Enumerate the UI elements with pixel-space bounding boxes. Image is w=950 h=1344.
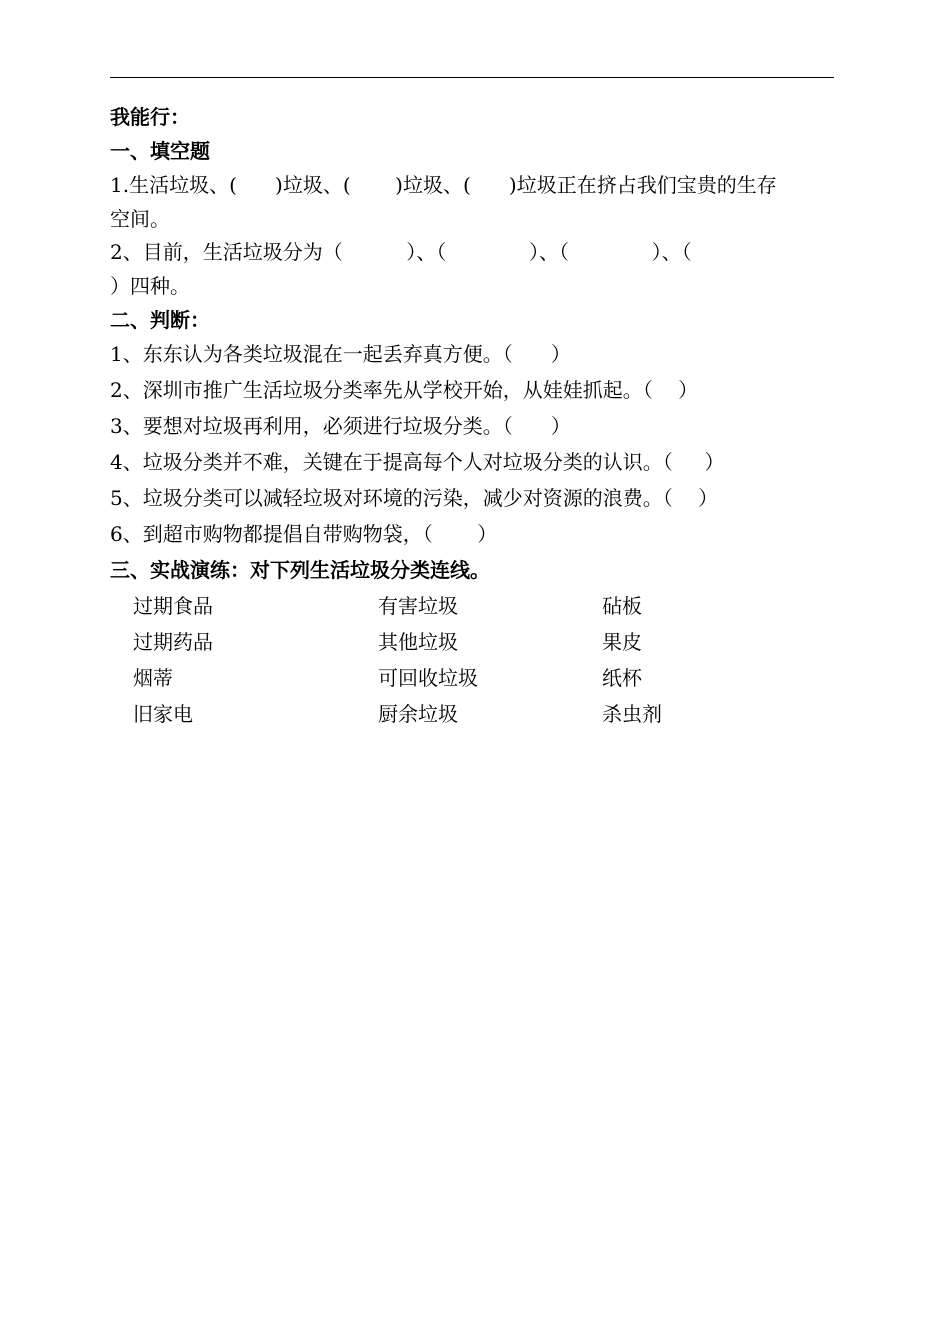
judge-item-1: 1、东东认为各类垃圾混在一起丢弃真方便。（ ） xyxy=(110,342,571,366)
section1-title: 一、填空题 xyxy=(110,139,210,163)
col1-item-2: 过期药品 xyxy=(133,630,213,654)
col2-item-2: 其他垃圾 xyxy=(378,630,458,654)
col3-item-3: 纸杯 xyxy=(602,666,642,690)
judge-item-4: 4、垃圾分类并不难，关键在于提高每个人对垃圾分类的认识。（ ） xyxy=(110,450,725,474)
q2-line1: 2、目前，生活垃圾分为（ ）、（ ）、（ ）、（ xyxy=(110,240,692,264)
col3-item-2: 果皮 xyxy=(602,630,642,654)
section3-title: 三、实战演练：对下列生活垃圾分类连线。 xyxy=(110,558,490,582)
col1-item-1: 过期食品 xyxy=(133,594,213,618)
q1-line1: 1.生活垃圾、( )垃圾、( )垃圾、( )垃圾正在挤占我们宝贵的生存 xyxy=(110,173,777,197)
header-rule xyxy=(110,77,834,78)
col1-item-4: 旧家电 xyxy=(133,702,193,726)
q2-line2: ）四种。 xyxy=(110,274,190,298)
col1-item-3: 烟蒂 xyxy=(133,666,173,690)
section2-title: 二、判断： xyxy=(110,308,210,332)
col3-item-4: 杀虫剂 xyxy=(602,702,662,726)
col2-item-3: 可回收垃圾 xyxy=(378,666,478,690)
q1-line2: 空间。 xyxy=(110,207,170,231)
judge-item-6: 6、到超市购物都提倡自带购物袋，（ ） xyxy=(110,522,498,546)
judge-item-3: 3、要想对垃圾再利用，必须进行垃圾分类。（ ） xyxy=(110,414,571,438)
col3-item-1: 砧板 xyxy=(602,594,642,618)
heading: 我能行： xyxy=(110,105,190,129)
col2-item-4: 厨余垃圾 xyxy=(378,702,458,726)
judge-item-2: 2、深圳市推广生活垃圾分类率先从学校开始，从娃娃抓起。（ ） xyxy=(110,378,699,402)
judge-item-5: 5、垃圾分类可以减轻垃圾对环境的污染，减少对资源的浪费。（ ） xyxy=(110,486,719,510)
col2-item-1: 有害垃圾 xyxy=(378,594,458,618)
